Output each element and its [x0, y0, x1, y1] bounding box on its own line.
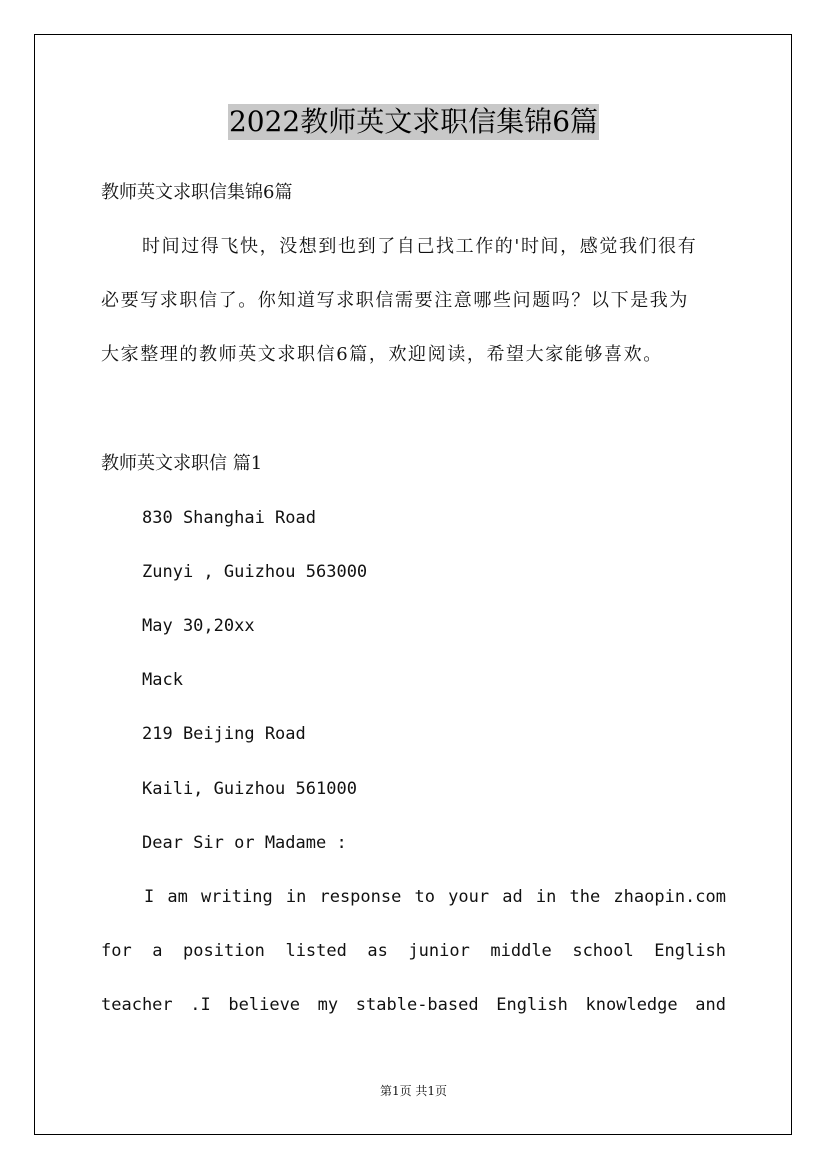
body-word: .I [190, 995, 211, 1015]
page-footer: 第1页 共1页 [379, 1084, 448, 1098]
body-word: English [654, 941, 726, 961]
body-word: as [367, 941, 388, 961]
body-word: junior [408, 941, 470, 961]
document-subtitle: 教师英文求职信集锦6篇 [101, 182, 293, 203]
body-word: middle [490, 941, 552, 961]
recipient-address-2: Kaili, Guizhou 561000 [142, 779, 357, 799]
document-title: 2022教师英文求职信集锦6篇 [228, 105, 599, 138]
address-line-1: 830 Shanghai Road [142, 508, 316, 528]
body-word: my [317, 995, 339, 1015]
body-word: believe [228, 995, 301, 1015]
intro-line-3: 大家整理的教师英文求职信6篇，欢迎阅读，希望大家能够喜欢。 [101, 344, 663, 365]
section-heading: 教师英文求职信 篇1 [101, 453, 263, 474]
body-word: knowledge [585, 995, 678, 1015]
salutation: Dear Sir or Madame : [142, 833, 347, 853]
recipient-address-1: 219 Beijing Road [142, 724, 306, 744]
body-word: and [695, 995, 726, 1015]
body-word: teacher [101, 995, 173, 1015]
body-word: position [183, 941, 265, 961]
body-line-3 [101, 993, 726, 1017]
body-word: listed [285, 941, 347, 961]
address-line-2: Zunyi , Guizhou 563000 [142, 562, 368, 582]
body-word: a [152, 941, 163, 961]
body-line-1 [144, 885, 726, 909]
recipient-name: Mack [142, 670, 183, 690]
title-container [0, 104, 827, 140]
body-word: for [101, 941, 132, 961]
body-word: school [572, 941, 634, 961]
intro-line-1: 时间过得飞快，没想到也到了自己找工作的'时间，感觉我们很有 [142, 236, 698, 257]
date-line: May 30,20xx [142, 616, 255, 636]
intro-line-2: 必要写求职信了。你知道写求职信需要注意哪些问题吗？以下是我为 [101, 290, 689, 311]
body-word: stable-based [355, 995, 479, 1015]
body-line-2 [101, 939, 726, 963]
body-word: English [496, 995, 568, 1015]
body-line-1-text: I am writing in response to your ad in the zhaopin.com [144, 887, 726, 907]
